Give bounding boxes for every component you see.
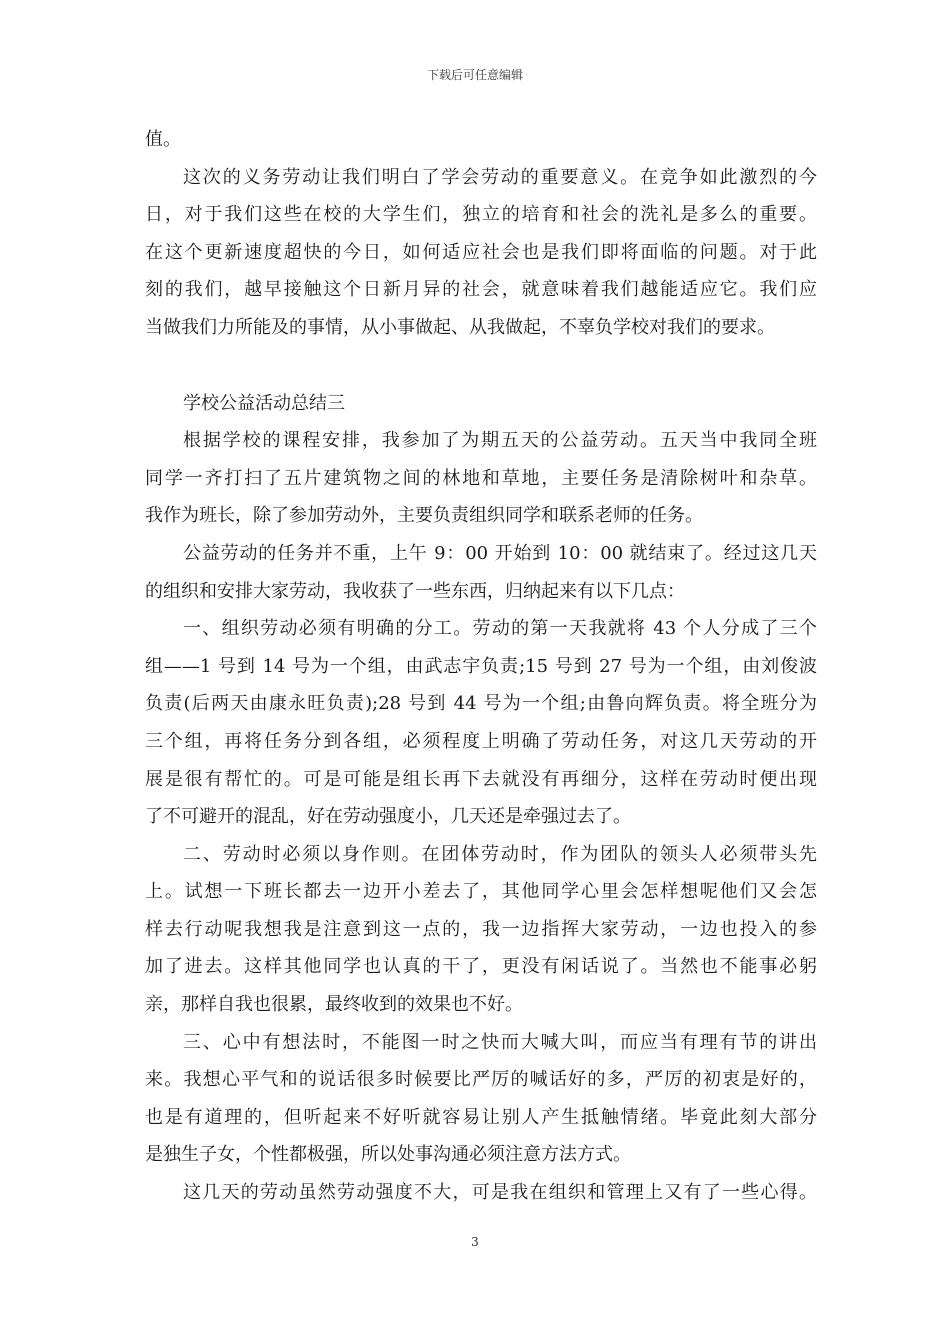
paragraph	[145, 1174, 817, 1212]
text-line: 一、组织劳动必须有明确的分工。劳动的第一天我就将 43 个人分成了三个	[183, 618, 817, 640]
text-line: 根据学校的课程安排，我参加了为期五天的公益劳动。五天当中我同全班	[183, 430, 817, 452]
text-line: 是独生子女，个性都极强，所以处事沟通必须注意方法方式。	[145, 1144, 631, 1166]
text-line: 也是有道理的，但听起来不好听就容易让别人产生抵触情绪。毕竟此刻大部分	[145, 1106, 817, 1128]
page-number: 3	[471, 1235, 479, 1249]
text-line: 二、劳动时必须以身作则。在团体劳动时，作为团队的领头人必须带头先	[183, 843, 817, 865]
document-body	[145, 121, 817, 1212]
text-line: 刻的我们，越早接触这个日新月异的社会，就意味着我们越能适应它。我们应	[145, 279, 817, 301]
text-line: 了不可避开的混乱，好在劳动强度小，几天还是牵强过去了。	[145, 806, 631, 828]
text-line: 这次的义务劳动让我们明白了学会劳动的重要意义。在竞争如此激烈的今	[183, 166, 817, 188]
text-line: 我作为班长，除了参加劳动外，主要负责组织同学和联系老师的任务。	[145, 505, 703, 527]
section-heading	[145, 385, 817, 423]
text-line: 加了进去。这样其他同学也认真的干了，更没有闲话说了。当然也不能事必躬	[145, 956, 817, 978]
text-line: 三个组，再将任务分到各组，必须程度上明确了劳动任务，对这几天劳动的开	[145, 730, 817, 752]
paragraph	[145, 159, 817, 347]
paragraph	[145, 422, 817, 535]
text-line: 展是很有帮忙的。可是可能是组长再下去就没有再细分，这样在劳动时便出现	[145, 768, 817, 790]
text-line: 在这个更新速度超快的今日，如何适应社会也是我们即将面临的问题。对于此	[145, 241, 817, 263]
text-line: 公益劳动的任务并不重，上午 9：00 开始到 10：00 就结束了。经过这几天	[183, 542, 817, 564]
text-line: 负责(后两天由康永旺负责);28 号到 44 号为一个组;由鲁向辉负责。将全班分为	[145, 693, 817, 715]
text-line: 值。	[145, 129, 181, 150]
paragraph	[145, 1024, 817, 1174]
paragraph-gap	[145, 347, 817, 385]
paragraph	[145, 535, 817, 610]
text-line: 学校公益活动总结三	[183, 392, 345, 414]
text-line: 这几天的劳动虽然劳动强度不大，可是我在组织和管理上又有了一些心得。	[183, 1182, 817, 1204]
text-line: 当做我们力所能及的事情，从小事做起、从我做起，不辜负学校对我们的要求。	[145, 316, 775, 338]
text-line: 样去行动呢我想我是注意到这一点的，我一边指挥大家劳动，一边也投入的参	[145, 918, 817, 940]
paragraph	[145, 610, 817, 836]
paragraph	[145, 836, 817, 1024]
text-line: 亲，那样自我也很累，最终收到的效果也不好。	[145, 994, 523, 1016]
text-line: 三、心中有想法时，不能图一时之快而大喊大叫，而应当有理有节的讲出	[183, 1031, 817, 1053]
text-line: 日，对于我们这些在校的大学生们，独立的培育和社会的洗礼是多么的重要。	[145, 204, 817, 226]
text-line: 上。试想一下班长都去一边开小差去了，其他同学心里会怎样想呢他们又会怎	[145, 881, 817, 903]
page-header: 下载后可任意编辑	[426, 68, 523, 82]
text-line: 来。我想心平气和的说话很多时候要比严厉的喊话好的多，严厉的初衷是好的，	[145, 1069, 817, 1091]
text-line: 组——1 号到 14 号为一个组，由武志宇负责;15 号到 27 号为一个组，由刘俊波	[145, 655, 817, 677]
text-line: 的组织和安排大家劳动，我收获了一些东西，归纳起来有以下几点：	[145, 580, 685, 602]
text-line: 同学一齐打扫了五片建筑物之间的林地和草地，主要任务是清除树叶和杂草。	[145, 467, 817, 489]
paragraph	[145, 121, 817, 159]
